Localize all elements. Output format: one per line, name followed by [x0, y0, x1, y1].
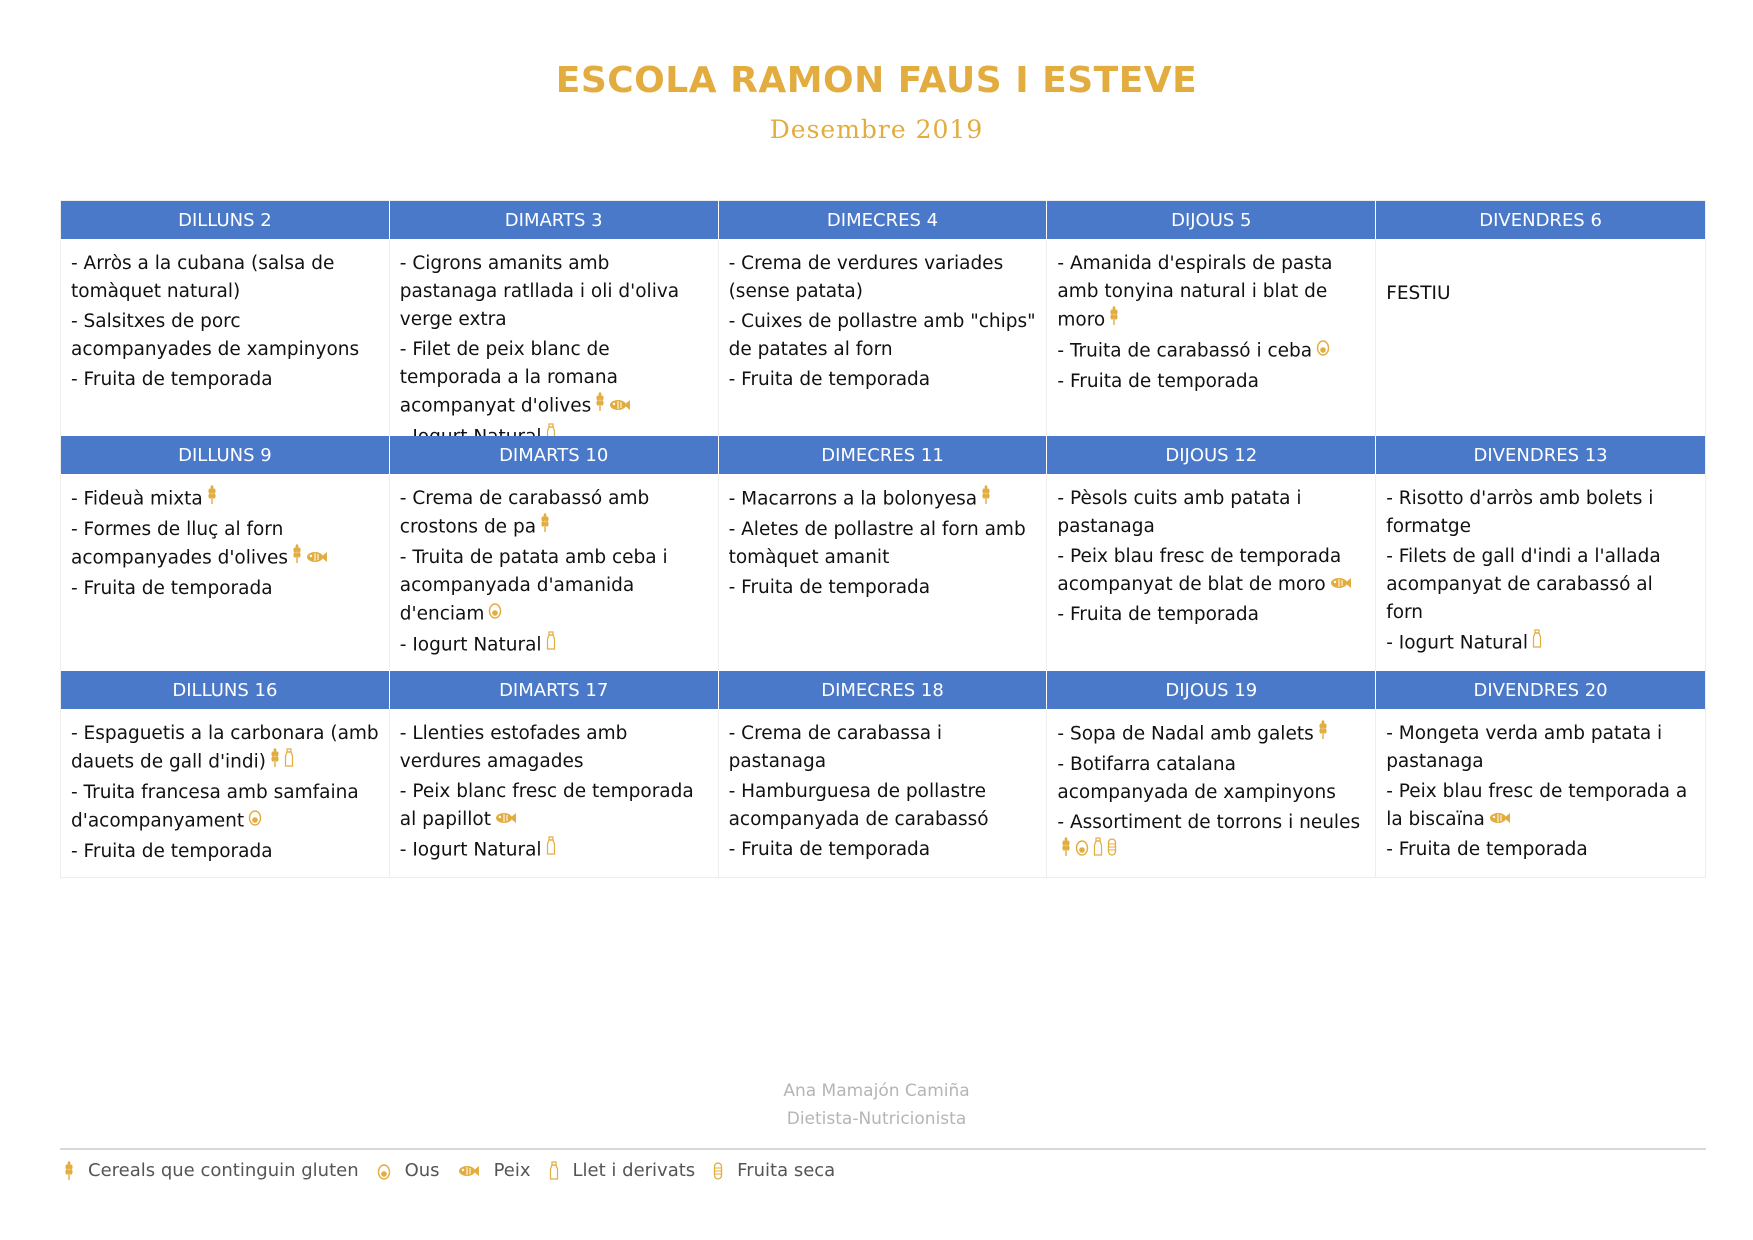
- menu-item: [71, 720, 379, 777]
- gluten-icon: [1061, 837, 1071, 866]
- day-header: DILLUNS 9: [61, 436, 390, 474]
- milk-icon: [549, 1161, 565, 1181]
- egg-icon: [488, 600, 502, 629]
- fish-icon: [495, 806, 517, 834]
- menu-item-text: - Filet de peix blanc de temporada a la romana acompanyat d'olives: [399, 339, 618, 417]
- day-header: DIJOUS 5: [1047, 201, 1376, 239]
- menu-item: [1386, 485, 1695, 541]
- nut-icon: [713, 1161, 729, 1181]
- menu-item-text: - Sopa de Nadal amb galets: [1057, 723, 1314, 745]
- menu-item-text: - Truita francesa amb samfaina d'acompanyament: [71, 782, 359, 832]
- menu-item: [71, 779, 379, 836]
- menu-item-text: - Fruita de temporada: [71, 369, 273, 390]
- day-menu: [1047, 709, 1376, 877]
- day-menu: [390, 474, 719, 671]
- day-menu: [1047, 474, 1376, 671]
- gluten-icon: [540, 513, 550, 542]
- fish-icon: [306, 545, 328, 573]
- fish-icon: [609, 393, 631, 421]
- legend-item: [549, 1160, 696, 1181]
- milk-icon: [546, 836, 556, 865]
- menu-item-text: - Fruita de temporada: [1057, 604, 1259, 625]
- menu-item: [1386, 778, 1695, 834]
- day-header: DIJOUS 19: [1047, 671, 1376, 709]
- menu-item-text: - Amanida d'espirals de pasta amb tonyina natural i blat de moro: [1057, 253, 1333, 331]
- menu-item: [1057, 601, 1365, 629]
- menu-item-text: - Truita de carabassó i ceba: [1057, 340, 1313, 362]
- menu-item: [71, 485, 379, 514]
- menu-item-text: - Crema de verdures variades (sense patata): [728, 253, 1004, 302]
- menu-item: [1057, 337, 1365, 366]
- egg-icon: [248, 807, 262, 836]
- page-title: ESCOLA RAMON FAUS I ESTEVE: [555, 60, 1198, 101]
- legend-label: Llet i derivats: [572, 1160, 696, 1181]
- menu-item: [400, 485, 708, 542]
- page-subtitle: Desembre 2019: [769, 115, 984, 144]
- menu-item: [400, 631, 708, 660]
- menu-item-text: - Fruita de temporada: [71, 841, 273, 862]
- day-header: DILLUNS 16: [61, 671, 390, 709]
- gluten-icon: [595, 392, 605, 421]
- menu-item-text: - Pèsols cuits amb patata i pastanaga: [1057, 488, 1302, 537]
- day-menu: [390, 239, 719, 436]
- day-header: DIVENDRES 6: [1376, 201, 1705, 239]
- menu-item-text: - Cigrons amanits amb pastanaga ratllada i oli d'oliva verge extra: [399, 253, 680, 330]
- menu-item-text: - Fruita de temporada: [728, 839, 931, 860]
- holiday-label: FESTIU: [1386, 283, 1451, 304]
- menu-item: [1386, 836, 1695, 864]
- milk-icon: [284, 748, 294, 777]
- menu-item-text: - Aletes de pollastre al forn amb tomàquet amanit: [728, 519, 1026, 568]
- menu-item: [71, 516, 379, 573]
- day-menu: [61, 709, 390, 877]
- day-header: DIMARTS 3: [390, 201, 719, 239]
- menu-item-text: - Peix blau fresc de temporada acompanyat de blat de moro: [1057, 546, 1342, 595]
- menu-item-text: - Fruita de temporada: [1057, 371, 1259, 392]
- day-menu: [1376, 474, 1705, 671]
- menu-item-text: - Llenties estofades amb verdures amagades: [399, 723, 628, 772]
- menu-item-text: - Cuixes de pollastre amb "chips" de patates al forn: [728, 311, 1036, 360]
- menu-item-text: - Fruita de temporada: [71, 578, 273, 599]
- menu-item-text: - Hamburguesa de pollastre acompanyada de carabassó: [728, 781, 989, 830]
- menu-item-text: - Crema de carabassó amb crostons de pa: [399, 488, 650, 538]
- menu-item-text: - Botifarra catalana acompanyada de xampinyons: [1057, 754, 1336, 803]
- milk-icon: [1093, 837, 1103, 866]
- gluten-icon: [64, 1161, 80, 1181]
- menu-item: [1386, 543, 1695, 627]
- legend-label: Fruita seca: [737, 1160, 836, 1181]
- menu-item-text: - Fruita de temporada: [1386, 839, 1588, 860]
- milk-icon: [546, 631, 556, 660]
- day-header: DIVENDRES 20: [1376, 671, 1705, 709]
- day-menu: [1376, 709, 1705, 877]
- legend-item: [713, 1160, 835, 1181]
- menu-item: [729, 250, 1037, 306]
- menu-item: [1057, 368, 1365, 396]
- menu-item: [1057, 543, 1365, 599]
- menu-item-text: - Fideuà mixta: [71, 488, 203, 510]
- menu-item: [71, 575, 379, 603]
- menu-item: [400, 778, 708, 834]
- fish-icon: [1330, 571, 1352, 599]
- day-header: DIMARTS 10: [390, 436, 719, 474]
- menu-item: [400, 250, 708, 334]
- gluten-icon: [270, 748, 280, 777]
- gluten-icon: [207, 485, 217, 514]
- menu-item: [400, 720, 708, 776]
- gluten-icon: [1109, 306, 1119, 335]
- menu-item: [400, 544, 708, 629]
- legend-label: Cereals que continguin gluten: [88, 1160, 359, 1181]
- footer-divider: [60, 1148, 1706, 1150]
- gluten-icon: [1318, 720, 1328, 749]
- menu-item-text: - Peix blau fresc de temporada a la biscaïna: [1386, 781, 1688, 830]
- day-header: DIJOUS 12: [1047, 436, 1376, 474]
- menu-item: [729, 516, 1037, 572]
- day-menu: [61, 239, 390, 436]
- menu-item-text: - Crema de carabassa i pastanaga: [728, 723, 943, 772]
- day-menu: [719, 239, 1048, 436]
- menu-item: [1386, 629, 1695, 658]
- menu-item: [1057, 720, 1365, 749]
- menu-item: [1057, 250, 1365, 335]
- menu-item-text: - Truita de patata amb ceba i acompanyada d'amanida d'enciam: [399, 547, 668, 625]
- menu-item-text: - Macarrons a la bolonyesa: [728, 488, 978, 510]
- legend-item: [458, 1160, 531, 1181]
- menu-item-text: - Risotto d'arròs amb bolets i formatge: [1386, 488, 1654, 537]
- menu-item-text: - Formes de lluç al forn acompanyades d'olives: [71, 519, 288, 569]
- legend-label: Ous: [404, 1160, 440, 1181]
- day-header: DIMECRES 4: [719, 201, 1048, 239]
- milk-icon: [1532, 629, 1542, 658]
- day-menu: [1047, 239, 1376, 436]
- day-header: DIMECRES 11: [719, 436, 1048, 474]
- menu-item: [729, 720, 1037, 776]
- menu-item-text: - Assortiment de torrons i neules: [1057, 812, 1361, 833]
- egg-icon: [1075, 837, 1089, 866]
- author-name: Ana Mamajón Camiña: [783, 1081, 970, 1101]
- menu-item: [1057, 751, 1365, 807]
- menu-item-text: - Arròs a la cubana (salsa de tomàquet natural): [71, 253, 335, 302]
- day-header: DIMARTS 17: [390, 671, 719, 709]
- day-menu: [719, 474, 1048, 671]
- egg-icon: [1316, 337, 1330, 366]
- day-menu: [61, 474, 390, 671]
- day-header: DILLUNS 2: [61, 201, 390, 239]
- egg-icon: [377, 1161, 397, 1181]
- menu-item-text: - Salsitxes de porc acompanyades de xampinyons: [71, 311, 360, 360]
- menu-item: [729, 836, 1037, 864]
- menu-item: [1057, 809, 1365, 866]
- menu-item: [729, 308, 1037, 364]
- menu-item: [400, 836, 708, 865]
- author-role: Dietista-Nutricionista: [786, 1109, 967, 1129]
- menu-item: [71, 366, 379, 394]
- day-menu: [390, 709, 719, 877]
- menu-item: [71, 838, 379, 866]
- menu-item: [729, 574, 1037, 602]
- gluten-icon: [981, 485, 991, 514]
- menu-item-text: - Iogurt Natural: [1386, 632, 1528, 654]
- menu-item: [71, 308, 379, 364]
- menu-item-text: - Fruita de temporada: [728, 577, 931, 598]
- fish-icon: [1489, 806, 1511, 834]
- legend-item: [64, 1160, 359, 1181]
- legend-label: Peix: [493, 1160, 531, 1181]
- gluten-icon: [292, 544, 302, 573]
- menu-item-text: - Mongeta verda amb patata i pastanaga: [1386, 723, 1663, 772]
- menu-item-text: - Espaguetis a la carbonara (amb dauets de gall d'indi): [71, 723, 379, 773]
- day-menu: [719, 709, 1048, 877]
- menu-item: [71, 250, 379, 306]
- menu-item: [729, 778, 1037, 834]
- menu-item: [729, 366, 1037, 394]
- legend-item: [377, 1160, 440, 1181]
- day-header: DIMECRES 18: [719, 671, 1048, 709]
- day-menu: [1376, 239, 1705, 436]
- menu-item-text: - Iogurt Natural: [399, 839, 542, 861]
- signature: [0, 1077, 1753, 1133]
- day-header: DIVENDRES 13: [1376, 436, 1705, 474]
- nut-icon: [1107, 837, 1117, 866]
- menu-calendar: [60, 200, 1706, 878]
- fish-icon: [458, 1164, 486, 1178]
- menu-item: [729, 485, 1037, 514]
- menu-item-text: - Peix blanc fresc de temporada al papillot: [399, 781, 694, 830]
- menu-item-text: - Fruita de temporada: [728, 369, 931, 390]
- menu-item: [1057, 485, 1365, 541]
- menu-item: [400, 336, 708, 421]
- allergen-legend: [64, 1160, 853, 1181]
- menu-item-text: - Filets de gall d'indi a l'allada acompanyat de carabassó al forn: [1386, 546, 1661, 623]
- menu-item-text: - Iogurt Natural: [399, 634, 542, 656]
- menu-item: [1386, 720, 1695, 776]
